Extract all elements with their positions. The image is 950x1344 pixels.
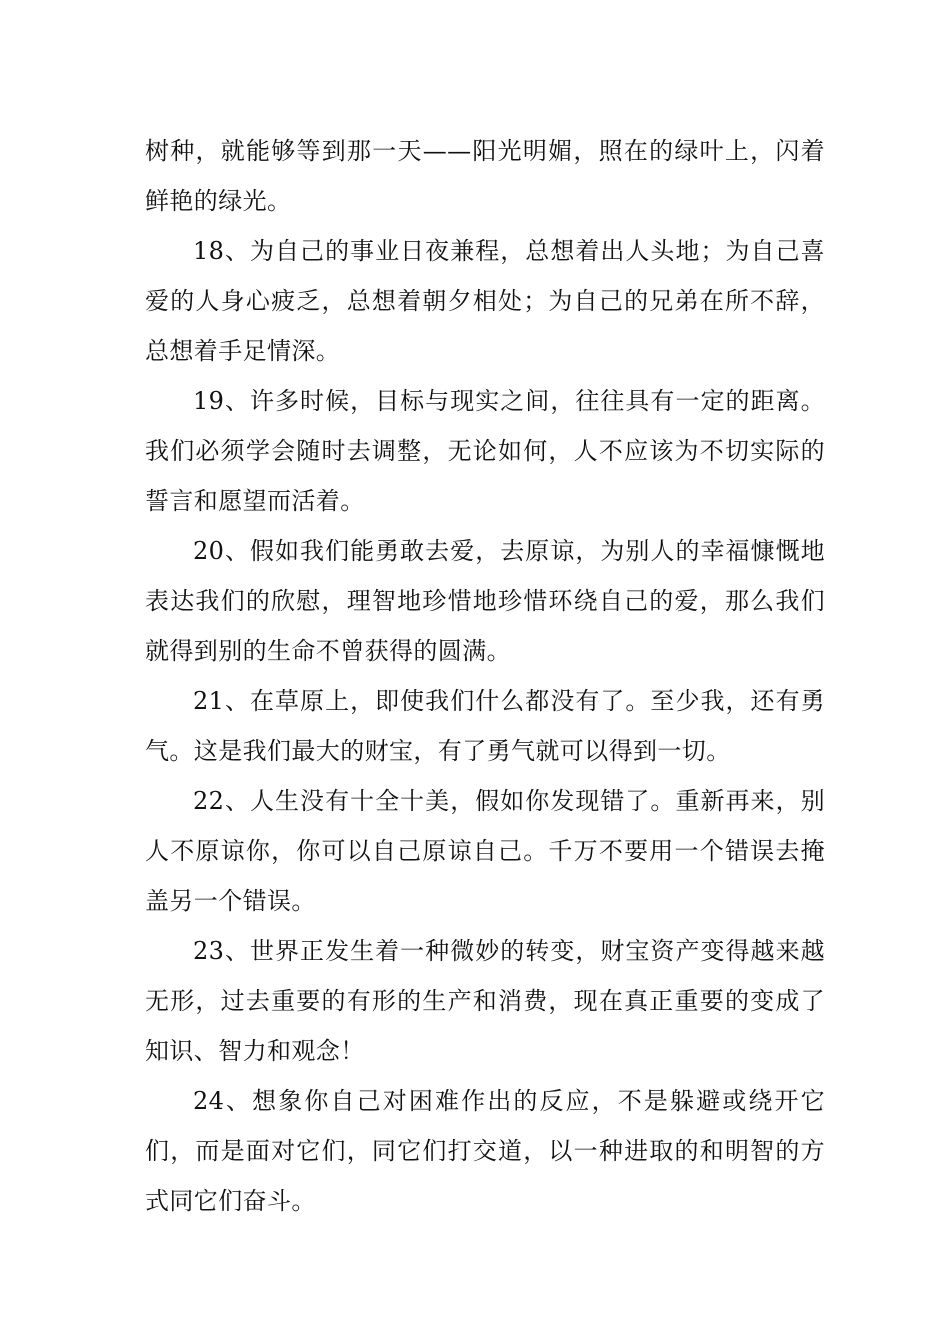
paragraph-23: 23、世界正发生着一种微妙的转变，财宝资产变得越来越无形，过去重要的有形的生产和消费，现在真正重要的变成了知识、智力和观念！ [145, 937, 825, 1065]
paragraph-continuation: 树种，就能够等到那一天——阳光明媚，照在的绿叶上，闪着鲜艳的绿光。 [145, 137, 825, 215]
document-body [145, 126, 825, 1226]
paragraph-18: 18、为自己的事业日夜兼程，总想着出人头地；为自己喜爱的人身心疲乏，总想着朝夕相处；为自己的兄弟在所不辞，总想着手足情深。 [145, 237, 825, 365]
paragraph-22: 22、人生没有十全十美，假如你发现错了。重新再来，别人不原谅你，你可以自己原谅自己。千万不要用一个错误去掩盖另一个错误。 [145, 787, 825, 915]
paragraph-21: 21、在草原上，即使我们什么都没有了。至少我，还有勇气。这是我们最大的财宝，有了勇气就可以得到一切。 [145, 687, 825, 765]
paragraph-24: 24、想象你自己对困难作出的反应，不是躲避或绕开它们，而是面对它们，同它们打交道，以一种进取的和明智的方式同它们奋斗。 [145, 1087, 825, 1215]
paragraph-19: 19、许多时候，目标与现实之间，往往具有一定的距离。我们必须学会随时去调整，无论如何，人不应该为不切实际的誓言和愿望而活着。 [145, 387, 825, 515]
paragraph-20: 20、假如我们能勇敢去爱，去原谅，为别人的幸福慷慨地表达我们的欣慰，理智地珍惜地珍惜环绕自己的爱，那么我们就得到别的生命不曾获得的圆满。 [145, 537, 825, 665]
